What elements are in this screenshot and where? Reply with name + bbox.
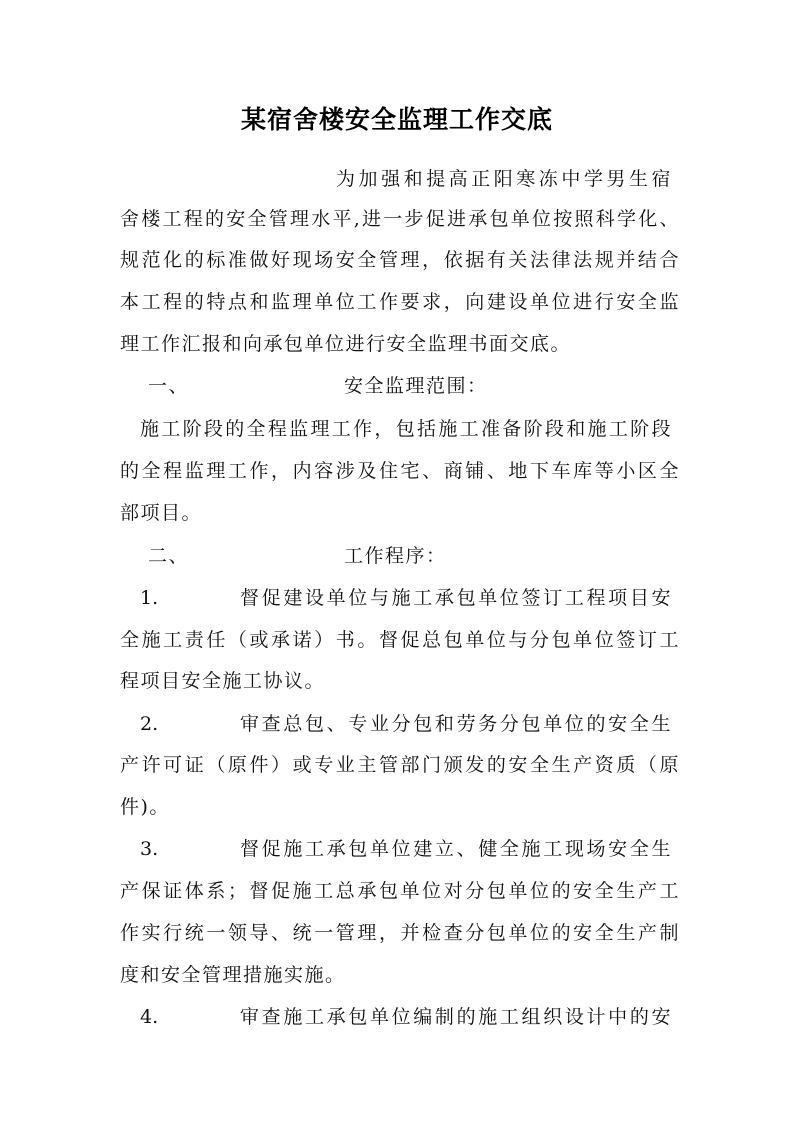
section-number: 二、 [148, 545, 190, 567]
document-title: 某宿舍楼安全监理工作交底 [240, 105, 553, 134]
item-number: 1. [140, 587, 159, 609]
item-line: 作实行统一领导、统一管理，并检查分包单位的安全生产制 [120, 922, 680, 944]
item-line: 件)。 [120, 796, 170, 818]
section-line: 的全程监理工作，内容涉及住宅、商铺、地下车库等小区全 [120, 460, 680, 482]
item-first-line: 督促施工承包单位建立、健全施工现场安全生 [240, 838, 672, 860]
intro-line: 为加强和提高正阳寒冻中学男生宿 [336, 168, 672, 190]
item-number: 3. [140, 838, 159, 860]
intro-line: 规范化的标准做好现场安全管理，依据有关法律法规并结合 [120, 249, 680, 271]
item-line: 全施工责任（或承诺）书。督促总包单位与分包单位签订工 [120, 629, 680, 651]
intro-line: 本工程的特点和监理单位工作要求，向建设单位进行安全监 [120, 291, 680, 313]
item-line: 产保证体系；督促施工总承包单位对分包单位的安全生产工 [120, 880, 680, 902]
section-heading: 工作程序： [344, 545, 447, 567]
item-first-line: 督促建设单位与施工承包单位签订工程项目安 [240, 587, 672, 609]
section-heading: 安全监理范围： [344, 375, 488, 397]
item-line: 度和安全管理措施实施。 [120, 964, 346, 986]
item-number: 4. [140, 1006, 159, 1028]
item-line: 程项目安全施工协议。 [120, 670, 326, 692]
item-first-line: 审查施工承包单位编制的施工组织设计中的安 [240, 1006, 672, 1028]
section-number: 一、 [148, 375, 190, 397]
item-line: 产许可证（原件）或专业主管部门颁发的安全生产资质（原 [120, 754, 680, 776]
intro-line: 理工作汇报和向承包单位进行安全监理书面交底。 [120, 333, 572, 355]
intro-line: 舍楼工程的安全管理水平,进一步促进承包单位按照科学化、 [120, 208, 680, 230]
section-line: 部项目。 [120, 502, 203, 524]
item-first-line: 审查总包、专业分包和劳务分包单位的安全生 [240, 713, 672, 735]
item-number: 2. [140, 713, 159, 735]
section-line: 施工阶段的全程监理工作，包括施工准备阶段和施工阶段 [140, 418, 672, 440]
